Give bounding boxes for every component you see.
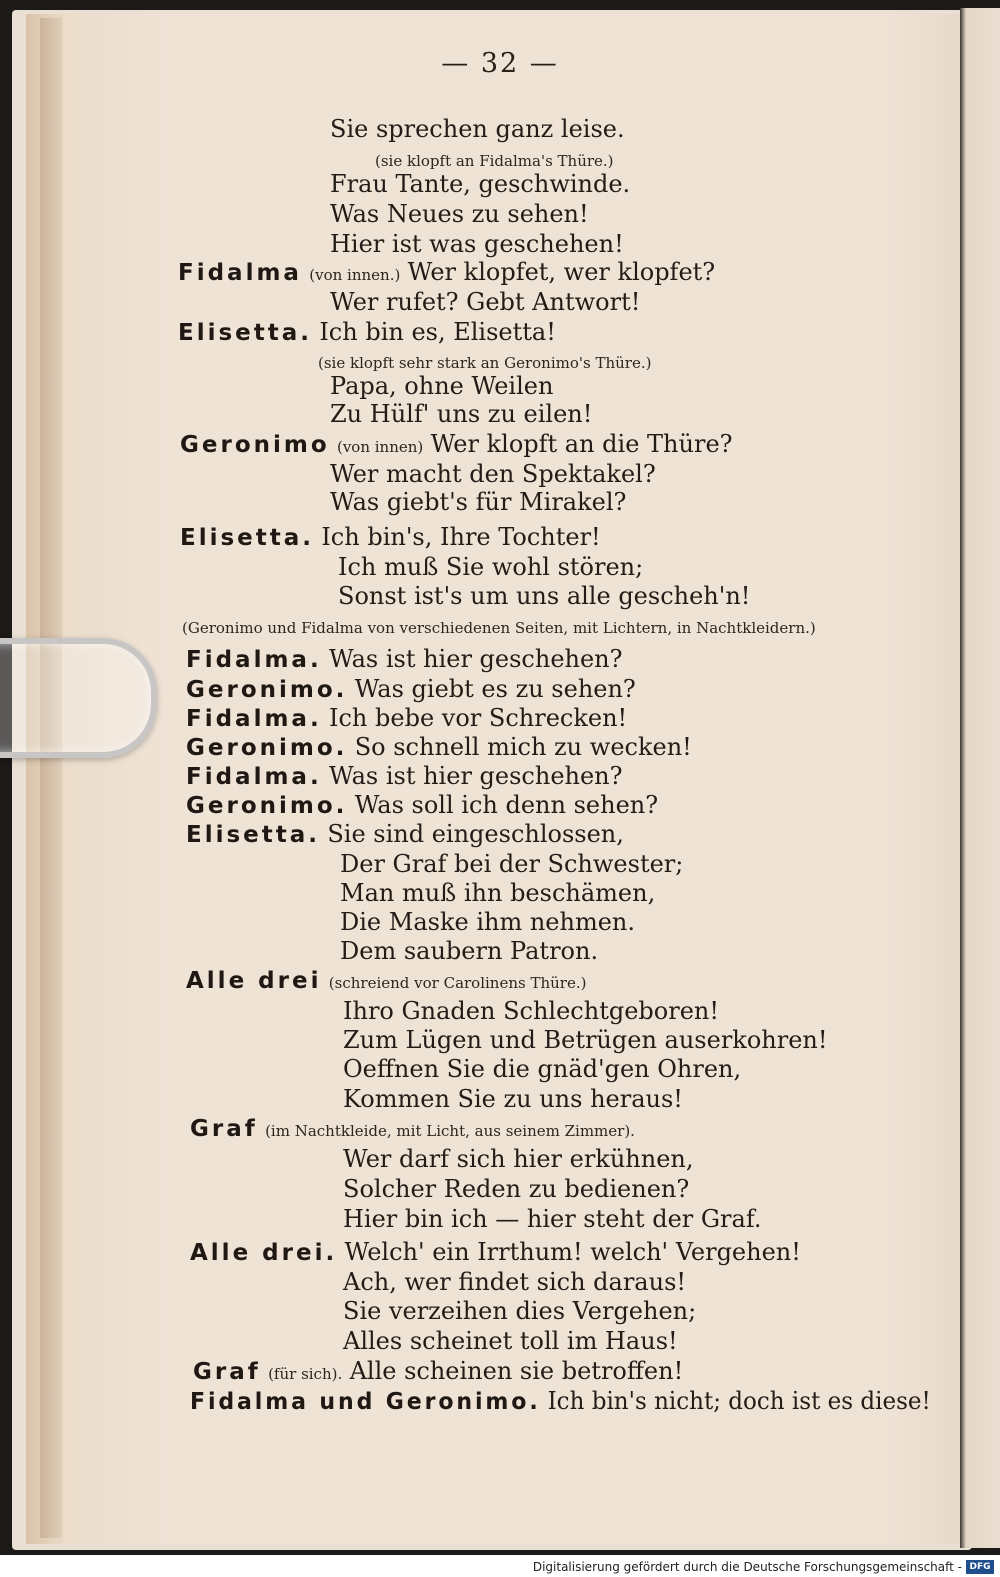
verse-text: Man muß ihn beschämen, [340, 879, 656, 907]
speaker-name: Elisetta. [186, 822, 321, 848]
verse-text: Welch' ein Irrthum! welch' Vergehen! [344, 1238, 801, 1266]
page-clip [0, 638, 157, 758]
stage-direction: (von innen.) [309, 266, 401, 284]
text-line [343, 1205, 761, 1233]
stage-direction: (sie klopft an Fidalma's Thüre.) [375, 152, 614, 170]
text-line [186, 968, 586, 994]
verse-text: Wer darf sich hier erkühnen, [343, 1145, 694, 1173]
verse-text: Hier ist was geschehen! [330, 230, 624, 258]
text-line [338, 553, 643, 581]
text-line [330, 288, 640, 316]
text-line [186, 791, 658, 819]
dfg-logo: DFG [966, 1560, 994, 1574]
speaker-name: Geronimo. [186, 735, 348, 761]
verse-text: Die Maske ihm nehmen. [340, 908, 636, 936]
text-line [330, 488, 626, 516]
speaker-name: Fidalma [178, 260, 302, 286]
verse-text: Sie sind eingeschlossen, [327, 820, 624, 848]
verse-text: Sonst ist's um uns alle gescheh'n! [338, 582, 751, 610]
text-line [186, 704, 627, 732]
text-line [343, 1055, 741, 1083]
text-line [186, 645, 623, 673]
text-line [340, 908, 635, 936]
text-line [340, 879, 655, 907]
text-line [318, 348, 651, 374]
stage-direction: (Geronimo und Fidalma von verschiedenen Seiten, mit Lichtern, in Nachtkleidern.) [182, 619, 816, 637]
text-line [186, 762, 623, 790]
text-line [182, 613, 816, 639]
speaker-name: Fidalma. [186, 764, 322, 790]
verse-text: Wer klopfet, wer klopfet? [407, 258, 716, 286]
speaker-name: Graf [190, 1116, 258, 1142]
verse-text: Was ist hier geschehen? [329, 645, 623, 673]
speaker-name: Alle drei [186, 968, 322, 994]
verse-text: Was soll ich denn sehen? [354, 791, 659, 819]
verse-text: Wer macht den Spektakel? [330, 460, 656, 488]
text-line [190, 1387, 931, 1415]
page-gutter [40, 18, 62, 1538]
verse-text: Sie sprechen ganz leise. [330, 115, 625, 143]
speaker-name: Elisetta. [178, 320, 313, 346]
text-line [186, 733, 692, 761]
speaker-name: Alle drei. [190, 1240, 338, 1266]
stage-direction: (für sich). [268, 1365, 343, 1383]
speaker-name: Geronimo. [186, 793, 348, 819]
text-line [330, 115, 625, 143]
verse-text: Der Graf bei der Schwester; [340, 850, 684, 878]
text-line [180, 523, 601, 551]
verse-text: Wer klopft an die Thüre? [430, 430, 733, 458]
verse-text: So schnell mich zu wecken! [354, 733, 692, 761]
verse-text: Ich bin's, Ihre Tochter! [321, 523, 601, 551]
footer-credit: Digitalisierung gefördert durch die Deutsche Forschungsgemeinschaft - [532, 1560, 962, 1574]
stage-direction: (schreiend vor Carolinens Thüre.) [328, 974, 587, 992]
text-line [180, 430, 733, 458]
verse-text: Wer rufet? Gebt Antwort! [330, 288, 641, 316]
text-line [340, 850, 683, 878]
text-line [340, 937, 598, 965]
verse-text: Alle scheinen sie betroffen! [349, 1357, 684, 1385]
verse-text: Hier bin ich — hier steht der Graf. [343, 1205, 762, 1233]
text-line [343, 1145, 694, 1173]
speaker-name: Fidalma. [186, 706, 322, 732]
text-line [338, 582, 750, 610]
speaker-name: Graf [193, 1359, 261, 1385]
page-number: — 32 — [441, 48, 559, 79]
verse-text: Was giebt's für Mirakel? [330, 488, 627, 516]
text-line [343, 1175, 689, 1203]
verse-text: Was giebt es zu sehen? [354, 675, 636, 703]
text-line [343, 1085, 683, 1113]
verse-text: Ich bin es, Elisetta! [319, 318, 556, 346]
text-line [178, 318, 556, 346]
verse-text: Ihro Gnaden Schlechtgeboren! [343, 997, 719, 1025]
verse-text: Sie verzeihen dies Vergehen; [343, 1297, 697, 1325]
text-line [343, 1297, 696, 1325]
text-line [343, 1268, 686, 1296]
text-line [190, 1238, 801, 1266]
verse-text: Zum Lügen und Betrügen auserkohren! [343, 1026, 828, 1054]
text-line [343, 1327, 678, 1355]
speaker-name: Fidalma und Geronimo. [190, 1389, 541, 1415]
text-line [330, 200, 589, 228]
text-line [178, 258, 715, 286]
verse-text: Dem saubern Patron. [340, 937, 599, 965]
text-line [330, 372, 553, 400]
text-line [343, 997, 719, 1025]
stage-direction: (im Nachtkleide, mit Licht, aus seinem Zimmer). [265, 1122, 635, 1140]
speaker-name: Geronimo [180, 432, 330, 458]
verse-text: Was Neues zu sehen! [330, 200, 589, 228]
verse-text: Solcher Reden zu bedienen? [343, 1175, 690, 1203]
text-line [193, 1357, 683, 1385]
text-line [330, 170, 630, 198]
verse-text: Frau Tante, geschwinde. [330, 170, 631, 198]
text-line [330, 400, 592, 428]
speaker-name: Fidalma. [186, 647, 322, 673]
text-line [186, 675, 636, 703]
verse-text: Kommen Sie zu uns heraus! [343, 1085, 683, 1113]
verse-text: Ich bebe vor Schrecken! [329, 704, 628, 732]
text-line [375, 146, 614, 172]
verse-text: Papa, ohne Weilen [330, 372, 554, 400]
speaker-name: Elisetta. [180, 525, 315, 551]
verse-text: Ich muß Sie wohl stören; [338, 553, 644, 581]
verse-text: Zu Hülf' uns zu eilen! [330, 400, 593, 428]
verse-text: Oeffnen Sie die gnäd'gen Ohren, [343, 1055, 742, 1083]
speaker-name: Geronimo. [186, 677, 348, 703]
verse-text: Ich bin's nicht; doch ist es diese! [547, 1387, 931, 1415]
text-line [190, 1116, 635, 1142]
text-line [330, 460, 656, 488]
facing-page-edge [960, 8, 1000, 1548]
stage-direction: (sie klopft sehr stark an Geronimo's Thüre.) [318, 354, 652, 372]
verse-text: Ach, wer findet sich daraus! [343, 1268, 687, 1296]
verse-text: Alles scheinet toll im Haus! [343, 1327, 678, 1355]
verse-text: Was ist hier geschehen? [329, 762, 623, 790]
text-line [343, 1026, 828, 1054]
text-line [330, 230, 624, 258]
stage-direction: (von innen) [336, 438, 424, 456]
text-line [186, 820, 624, 848]
